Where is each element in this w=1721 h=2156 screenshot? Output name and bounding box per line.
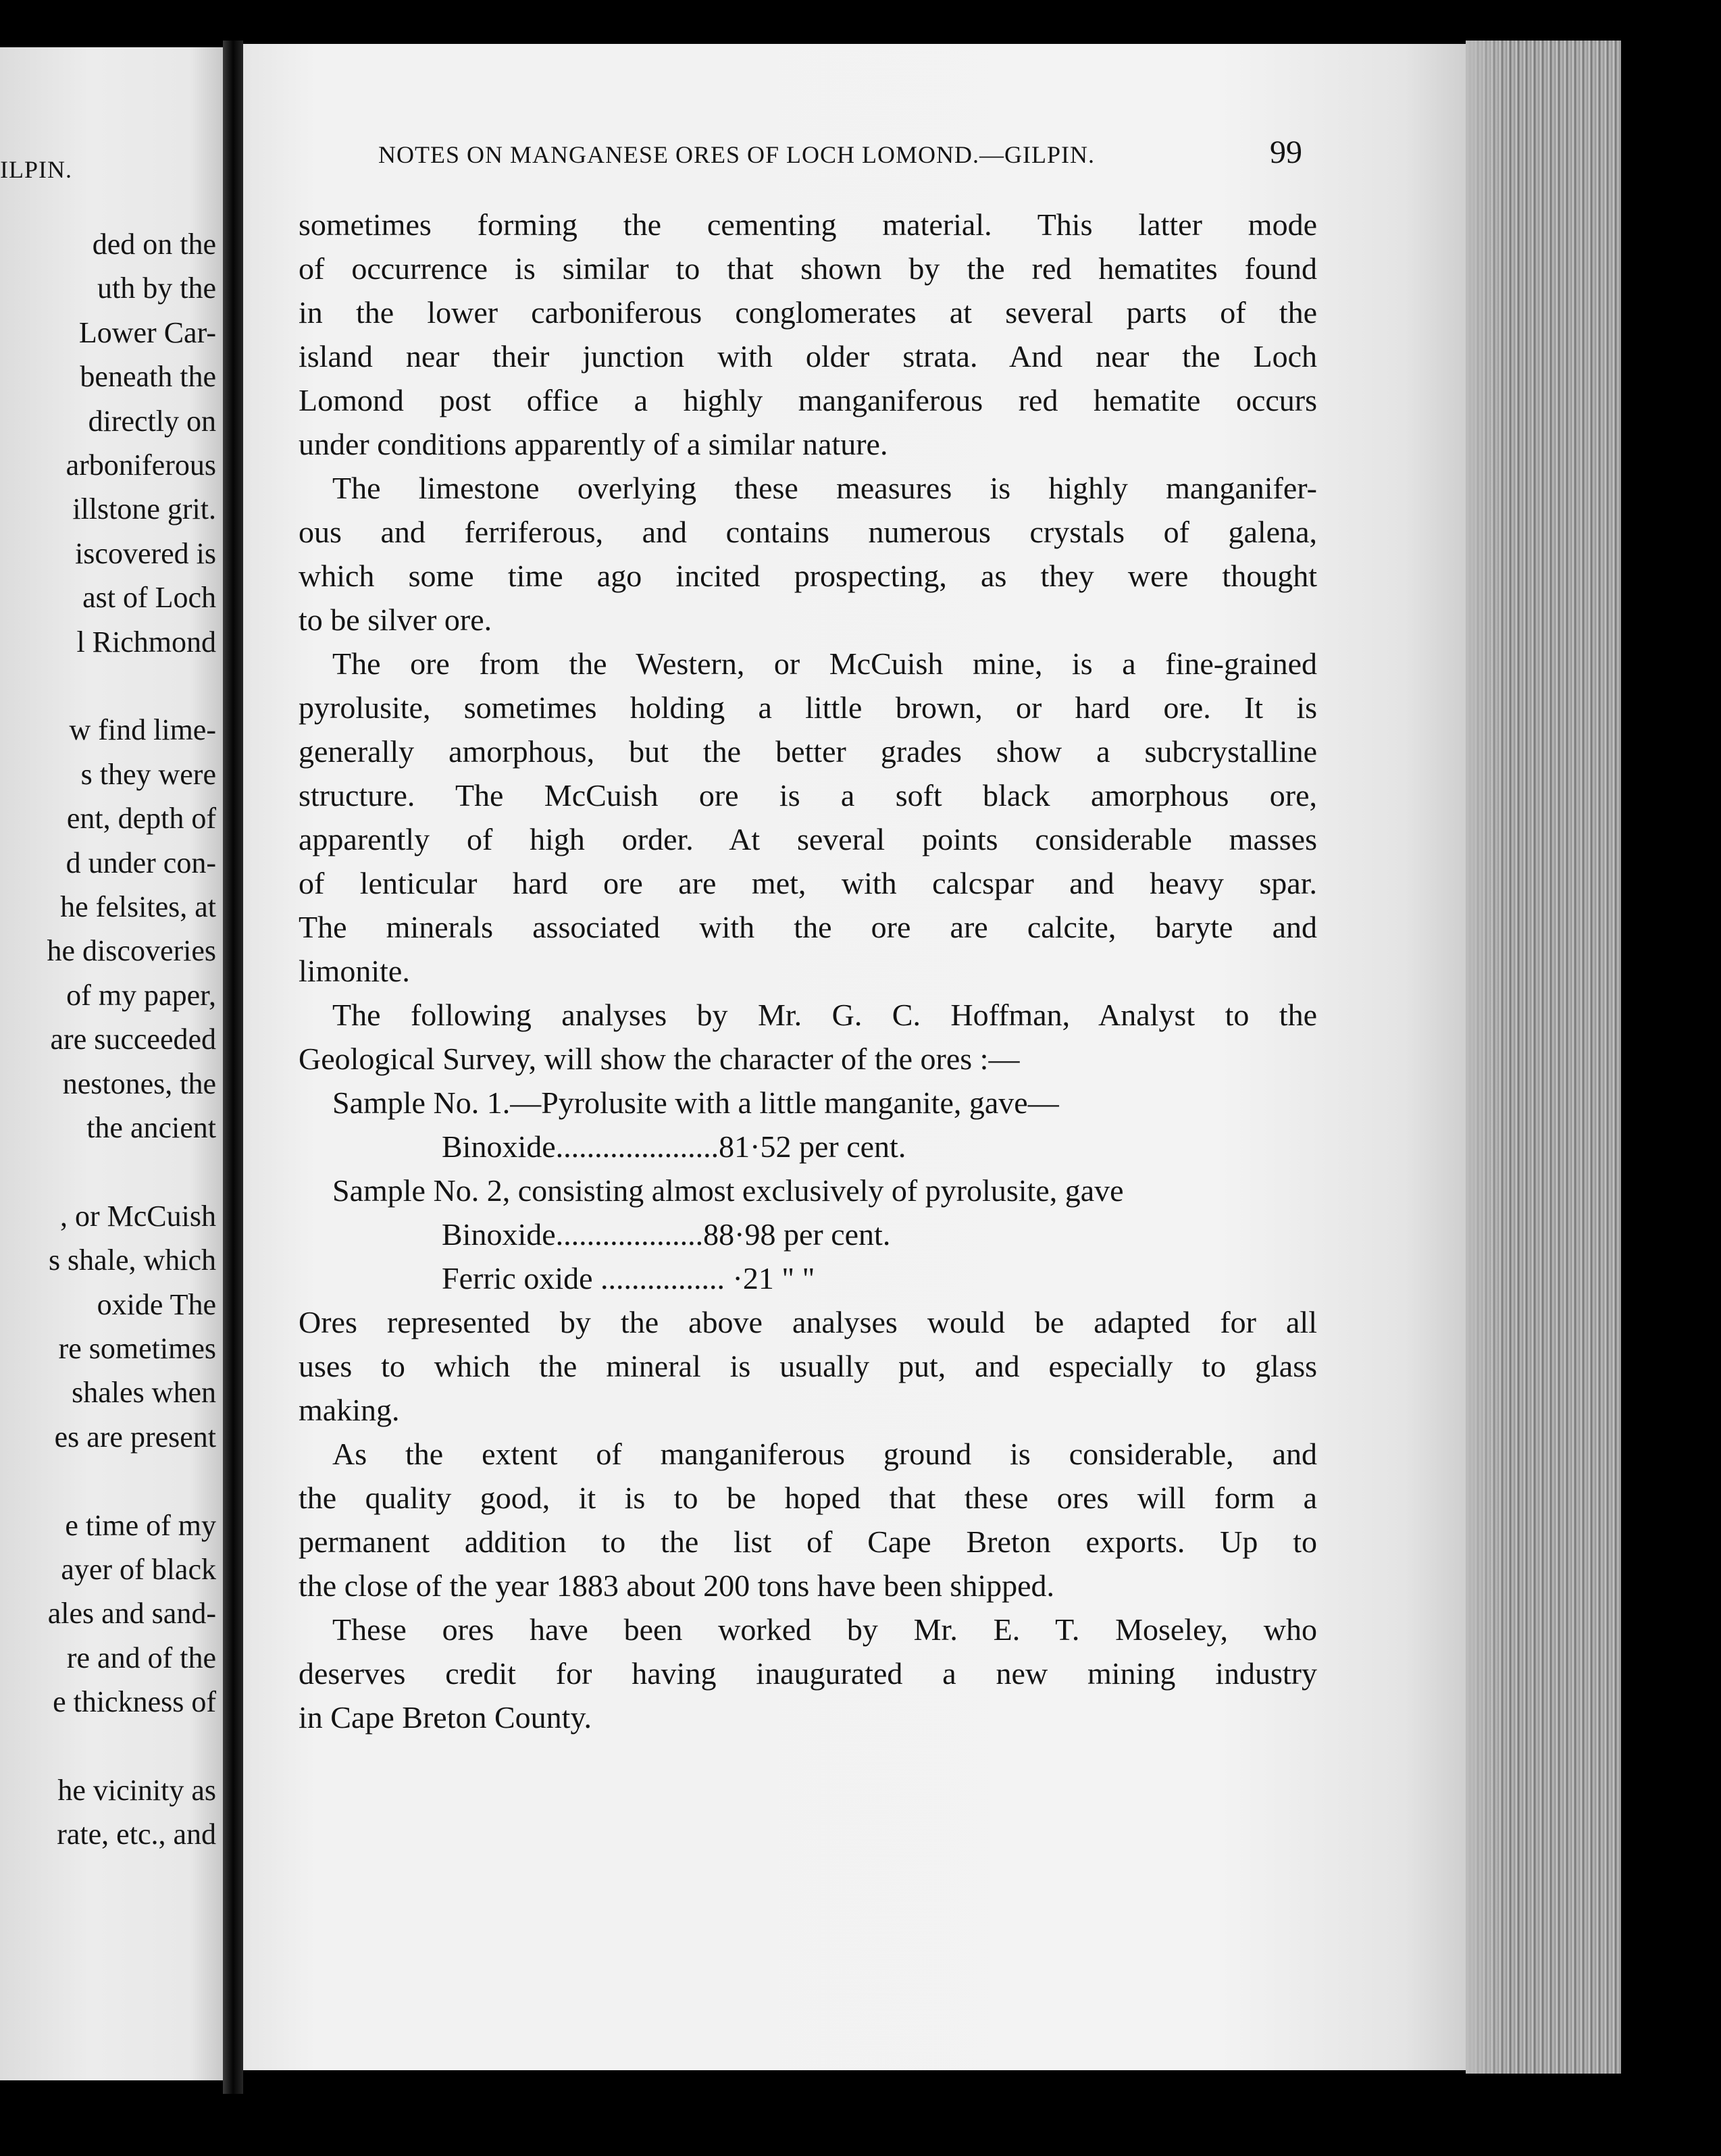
left-page-line: s they were [80,757,216,791]
text-line: the quality good, it is to be hoped that these ores will form a [299,1481,1317,1515]
left-page [0,47,223,2080]
left-page-line: he discoveries [47,934,216,968]
left-page-line: ayer of black [61,1553,216,1586]
analysis-sample-1 [299,1081,1317,1169]
left-page-line: he felsites, at [60,890,216,923]
body-text [299,203,1317,1739]
text-line: The limestone overlying these measures is highly manganifer- [332,471,1317,505]
left-page-header: ILPIN. [0,156,72,183]
text-line: These ores have been worked by Mr. E. T. Moseley, who [332,1612,1317,1647]
text-line: making. [299,1393,400,1427]
left-page-line: ent, depth of [66,802,216,836]
left-page-line: s shale, which [48,1243,216,1277]
paragraph [299,642,1317,993]
left-page-line: nestones, the [62,1067,216,1100]
text-line: of occurrence is similar to that shown by the red hematites found [299,251,1317,286]
text-line: ous and ferriferous, and contains numerous crystals of galena, [299,515,1317,549]
text-line: which some time ago incited prospecting, as they were thought [299,559,1317,593]
text-line: The following analyses by Mr. G. C. Hoffman, Analyst to the [332,998,1317,1032]
left-page-line: arboniferous [66,448,216,482]
left-page-line: ales and sand- [47,1597,216,1631]
text-line: apparently of high order. At several points considerable masses [299,822,1317,856]
left-page-line: directly on [88,404,216,438]
paragraph [299,1608,1317,1739]
page-edge-shade [1466,41,1506,2074]
text-line: in the lower carboniferous conglomerates at several parts of the [299,295,1317,330]
analysis-row: Binoxide...................88·98 per cent. [442,1217,891,1252]
left-page-line: e thickness of [53,1685,216,1719]
text-line: to be silver ore. [299,602,492,637]
left-page-line: re sometimes [58,1332,216,1365]
analysis-row: Binoxide.....................81·52 per cent. [442,1129,906,1164]
sample-heading: Sample No. 1.—Pyrolusite with a little manganite, gave— [332,1085,1059,1120]
paragraph [299,1432,1317,1608]
left-page-line: he vicinity as [57,1774,216,1807]
text-line: island near their junction with older strata. And near the Loch [299,339,1317,374]
text-line: the close of the year 1883 about 200 tons have been shipped. [299,1568,1055,1603]
left-page-line: re and of the [66,1641,216,1674]
paragraph [299,203,1317,466]
paragraph [299,1300,1317,1432]
paragraph [299,993,1317,1081]
text-line: limonite. [299,954,410,988]
sample-heading: Sample No. 2, consisting almost exclusively of pyrolusite, gave [332,1173,1124,1208]
left-page-line: w find lime- [69,713,216,747]
text-line: permanent addition to the list of Cape Breton exports. Up to [299,1524,1317,1559]
left-page-line: are succeeded [50,1023,216,1056]
left-page-line: the ancient [86,1111,216,1144]
left-page-line: illstone grit. [72,492,216,526]
text-line: Lomond post office a highly manganiferous red hematite occurs [299,383,1317,417]
text-line: in Cape Breton County. [299,1700,592,1735]
left-page-line: rate, etc., and [57,1818,216,1851]
left-page-line: e time of my [65,1508,216,1542]
analysis-sample-2 [299,1169,1317,1300]
book-gutter [223,41,243,2094]
left-page-line: Lower Car- [78,315,216,349]
left-page-line: , or McCuish [60,1199,216,1233]
text-line: pyrolusite, sometimes holding a little brown, or hard ore. It is [299,690,1317,725]
page-number: 99 [1270,134,1302,170]
analysis-row: Ferric oxide ................ ·21 " " [442,1261,815,1295]
left-page-line: iscovered is [75,536,216,570]
text-line: uses to which the mineral is usually put, and especially to glass [299,1349,1317,1383]
left-page-line: uth by the [97,272,216,305]
text-line: under conditions apparently of a similar nature. [299,427,888,461]
text-line: The ore from the Western, or McCuish mine, is a fine-grained [332,646,1317,681]
left-page-line: ast of Loch [82,581,216,615]
left-page-line: shales when [72,1376,216,1410]
text-line: structure. The McCuish ore is a soft black amorphous ore, [299,778,1317,813]
left-page-line: d under con- [66,846,216,879]
text-line: deserves credit for having inaugurated a new mining industry [299,1656,1317,1691]
left-page-line: of my paper, [66,978,216,1012]
left-page-line: es are present [54,1420,216,1454]
text-line: The minerals associated with the ore are calcite, baryte and [299,910,1317,944]
text-line: of lenticular hard ore are met, with calcspar and heavy spar. [299,866,1317,900]
running-head: NOTES ON MANGANESE ORES OF LOCH LOMOND.—GILPIN. [378,141,1096,168]
left-page-line: l Richmond [76,625,216,659]
text-line: As the extent of manganiferous ground is considerable, and [332,1437,1317,1471]
left-page-line: ded on the [92,228,216,261]
paragraph [299,466,1317,642]
text-line: generally amorphous, but the better grades show a subcrystalline [299,734,1317,769]
text-line: sometimes forming the cementing material. This latter mode [299,207,1317,242]
left-page-line: oxide The [97,1287,216,1321]
text-line: Ores represented by the above analyses would be adapted for all [299,1305,1317,1339]
text-line: Geological Survey, will show the character of the ores :— [299,1042,1020,1076]
left-page-line: beneath the [80,360,216,394]
